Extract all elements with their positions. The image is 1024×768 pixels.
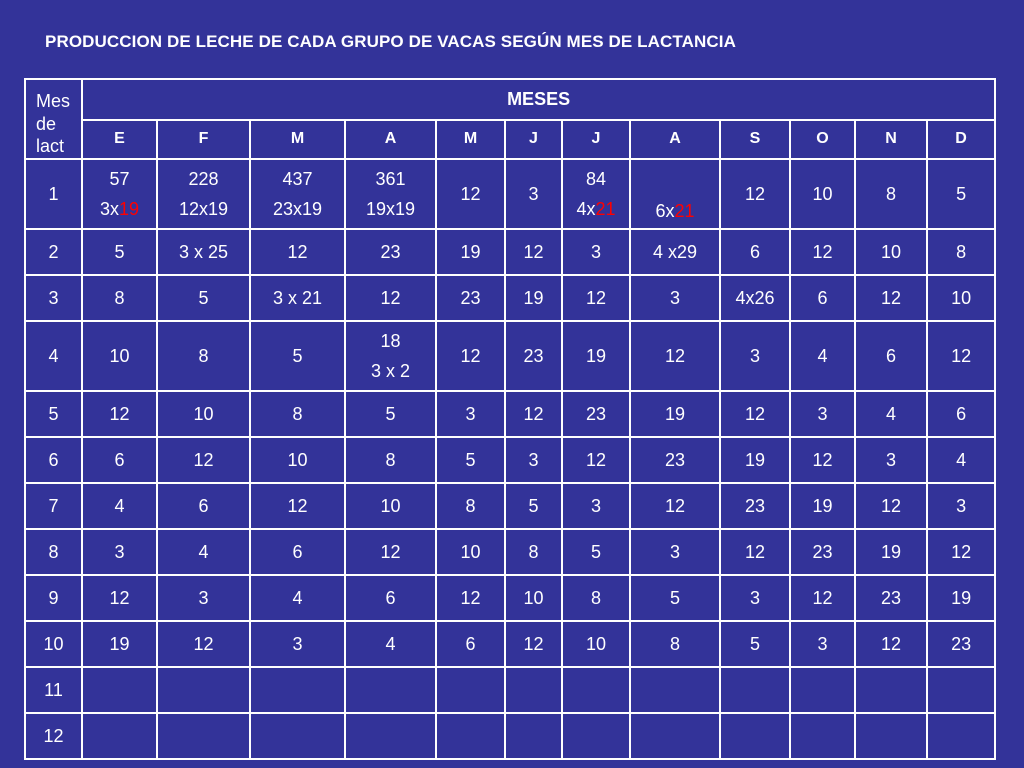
data-cell: [630, 713, 720, 759]
data-cell: 12: [82, 391, 157, 437]
data-cell: 3: [82, 529, 157, 575]
data-cell: 3 x 25: [157, 229, 250, 275]
data-cell: 8: [562, 575, 630, 621]
cell-bottom-value: [83, 200, 156, 218]
data-cell: 4: [927, 437, 995, 483]
data-cell: [82, 667, 157, 713]
table-row-12: [25, 713, 995, 759]
data-cell: 12: [345, 529, 436, 575]
month-header: E: [82, 120, 157, 159]
data-cell: 6: [720, 229, 790, 275]
data-cell: 6: [436, 621, 505, 667]
data-cell: 19: [790, 483, 855, 529]
data-cell: [82, 159, 157, 229]
data-cell: 12: [505, 229, 562, 275]
data-cell: 3: [790, 391, 855, 437]
month-header: D: [927, 120, 995, 159]
data-cell: 4: [345, 621, 436, 667]
data-cell: 3: [790, 621, 855, 667]
cell-bottom-value: 12x19: [178, 198, 229, 219]
data-cell: 10: [505, 575, 562, 621]
cell-top-value: 18: [380, 330, 401, 351]
data-cell: [562, 159, 630, 229]
data-cell: [790, 667, 855, 713]
page-title: PRODUCCION DE LECHE DE CADA GRUPO DE VACAS SEGÚN MES DE LACTANCIA: [45, 32, 736, 51]
data-cell: 6: [157, 483, 250, 529]
data-cell: [345, 667, 436, 713]
data-cell: 23: [855, 575, 927, 621]
data-cell: 12: [436, 575, 505, 621]
month-header: F: [157, 120, 250, 159]
data-cell: [927, 667, 995, 713]
row-label: 3: [25, 275, 82, 321]
data-cell: [345, 321, 436, 391]
data-cell: 12: [720, 529, 790, 575]
data-cell: 12: [562, 275, 630, 321]
data-cell: [345, 713, 436, 759]
data-cell: [250, 667, 345, 713]
data-cell: [790, 713, 855, 759]
data-cell: 6: [250, 529, 345, 575]
row-label: 11: [25, 667, 82, 713]
row-label: 1: [25, 159, 82, 229]
data-cell: 12: [927, 529, 995, 575]
data-cell: [250, 713, 345, 759]
data-cell: 3: [250, 621, 345, 667]
data-cell: 5: [250, 321, 345, 391]
month-header: M: [436, 120, 505, 159]
data-cell: 19: [927, 575, 995, 621]
data-cell: 3: [505, 437, 562, 483]
table-row-4: [25, 321, 995, 391]
row-label: 2: [25, 229, 82, 275]
data-cell: 23: [720, 483, 790, 529]
data-cell: [157, 159, 250, 229]
cell-bottom-value: [563, 200, 629, 218]
data-cell: 3: [562, 229, 630, 275]
data-cell: [250, 159, 345, 229]
data-cell: [630, 667, 720, 713]
cell-top-value: 84: [585, 168, 607, 189]
data-cell: 4 x29: [630, 229, 720, 275]
header-row-1: [25, 79, 995, 120]
data-cell: 12: [345, 275, 436, 321]
row-label: 4: [25, 321, 82, 391]
data-cell: [630, 159, 720, 229]
row-label: 7: [25, 483, 82, 529]
data-cell: 12: [855, 621, 927, 667]
data-cell: 3: [855, 437, 927, 483]
data-cell: 8: [855, 159, 927, 229]
data-cell: [505, 667, 562, 713]
data-cell: 5: [720, 621, 790, 667]
data-cell: [505, 713, 562, 759]
month-header: A: [345, 120, 436, 159]
table-row-10: [25, 621, 995, 667]
row-label: 9: [25, 575, 82, 621]
month-header: M: [250, 120, 345, 159]
cell-bottom-value: 23x19: [272, 198, 323, 219]
data-cell: 10: [82, 321, 157, 391]
data-cell: 3: [505, 159, 562, 229]
data-cell: [562, 667, 630, 713]
data-cell: [562, 713, 630, 759]
data-cell: 5: [436, 437, 505, 483]
data-cell: 6: [345, 575, 436, 621]
data-cell: 3: [436, 391, 505, 437]
corner-line-1: Mes: [36, 91, 71, 111]
data-cell: 3: [630, 275, 720, 321]
data-cell: 5: [927, 159, 995, 229]
data-cell: 8: [82, 275, 157, 321]
data-cell: 19: [505, 275, 562, 321]
data-cell: [157, 713, 250, 759]
data-cell: 23: [436, 275, 505, 321]
cell-top-value: 437: [282, 168, 313, 189]
data-cell: 12: [505, 391, 562, 437]
data-cell: 12: [630, 483, 720, 529]
data-cell: [855, 713, 927, 759]
data-cell: 8: [157, 321, 250, 391]
data-cell: 6: [927, 391, 995, 437]
data-cell: 12: [720, 391, 790, 437]
data-cell: 3: [630, 529, 720, 575]
row-label: 6: [25, 437, 82, 483]
table-body: [25, 229, 995, 759]
meses-header: MESES: [82, 79, 995, 120]
data-cell: 4: [157, 529, 250, 575]
data-cell: 23: [505, 321, 562, 391]
row-label: 12: [25, 713, 82, 759]
data-cell: [436, 713, 505, 759]
data-cell: 12: [927, 321, 995, 391]
month-header: J: [505, 120, 562, 159]
table-row-7: [25, 483, 995, 529]
data-cell: 6: [82, 437, 157, 483]
data-cell: 3: [562, 483, 630, 529]
data-cell: 3: [720, 321, 790, 391]
data-cell: 3 x 21: [250, 275, 345, 321]
data-cell: 12: [790, 575, 855, 621]
data-cell: 12: [562, 437, 630, 483]
data-cell: 5: [82, 229, 157, 275]
data-cell: 12: [630, 321, 720, 391]
corner-line-2: de: [36, 113, 57, 134]
data-cell: 6: [855, 321, 927, 391]
cell-bottom-value: 3 x 2: [370, 360, 411, 381]
data-cell: 23: [790, 529, 855, 575]
data-cell: 12: [790, 437, 855, 483]
table-row-3: [25, 275, 995, 321]
data-cell: 4: [855, 391, 927, 437]
month-header: S: [720, 120, 790, 159]
data-cell: 8: [436, 483, 505, 529]
data-cell: 12: [855, 275, 927, 321]
data-cell: 8: [345, 437, 436, 483]
month-header: J: [562, 120, 630, 159]
data-cell: 3: [927, 483, 995, 529]
cell-prefix: 4x: [576, 198, 596, 219]
data-cell: 12: [250, 229, 345, 275]
data-cell: [855, 667, 927, 713]
table-row-9: [25, 575, 995, 621]
data-cell: 19: [855, 529, 927, 575]
data-cell: 19: [82, 621, 157, 667]
data-cell: 12: [436, 321, 505, 391]
production-table: [24, 78, 996, 760]
data-cell: 10: [345, 483, 436, 529]
data-cell: 23: [562, 391, 630, 437]
data-cell: 12: [855, 483, 927, 529]
data-cell: 12: [436, 159, 505, 229]
data-cell: [720, 713, 790, 759]
data-cell: 8: [505, 529, 562, 575]
cell-red-value: 21: [674, 200, 695, 221]
data-cell: 5: [345, 391, 436, 437]
row-label: 5: [25, 391, 82, 437]
data-cell: 6: [790, 275, 855, 321]
data-cell: 12: [157, 437, 250, 483]
data-cell: 10: [855, 229, 927, 275]
data-cell: 4: [790, 321, 855, 391]
data-cell: 19: [720, 437, 790, 483]
data-cell: [720, 667, 790, 713]
data-cell: 10: [436, 529, 505, 575]
cell-red-value: 21: [595, 198, 616, 219]
data-cell: 4: [82, 483, 157, 529]
month-header: A: [630, 120, 720, 159]
table-row-1: [25, 159, 995, 229]
data-cell: 5: [157, 275, 250, 321]
data-cell: 19: [562, 321, 630, 391]
data-cell: 19: [436, 229, 505, 275]
data-cell: 5: [630, 575, 720, 621]
data-cell: 23: [927, 621, 995, 667]
data-cell: [345, 159, 436, 229]
cell-red-value: 19: [118, 198, 140, 219]
cell-top-value: 228: [188, 168, 219, 189]
data-cell: 10: [250, 437, 345, 483]
corner-label: [25, 79, 82, 159]
data-cell: 8: [927, 229, 995, 275]
data-cell: 5: [505, 483, 562, 529]
data-cell: [927, 713, 995, 759]
data-cell: 4x26: [720, 275, 790, 321]
data-cell: 8: [250, 391, 345, 437]
data-cell: 5: [562, 529, 630, 575]
data-cell: 12: [790, 229, 855, 275]
cell-top-value: 361: [375, 168, 406, 189]
month-header: N: [855, 120, 927, 159]
data-cell: [82, 713, 157, 759]
data-cell: 3: [157, 575, 250, 621]
table-row-5: [25, 391, 995, 437]
cell-prefix: 6x: [655, 200, 675, 221]
table-row-6: [25, 437, 995, 483]
data-cell: 10: [562, 621, 630, 667]
table-row-2: [25, 229, 995, 275]
data-cell: 19: [630, 391, 720, 437]
table-row-8: [25, 529, 995, 575]
cell-bottom-value: 19x19: [365, 198, 416, 219]
data-cell: 4: [250, 575, 345, 621]
data-cell: 3: [720, 575, 790, 621]
data-cell: 8: [630, 621, 720, 667]
data-cell: [157, 667, 250, 713]
month-header: O: [790, 120, 855, 159]
data-cell: 23: [630, 437, 720, 483]
table-row-11: [25, 667, 995, 713]
data-cell: 12: [82, 575, 157, 621]
corner-line-3: lact: [36, 136, 65, 156]
cell-prefix: 3x: [99, 198, 119, 219]
row-label: 10: [25, 621, 82, 667]
data-cell: 10: [790, 159, 855, 229]
data-cell: 12: [505, 621, 562, 667]
data-cell: 12: [720, 159, 790, 229]
data-cell: 23: [345, 229, 436, 275]
months-row: [25, 120, 995, 159]
data-cell: [436, 667, 505, 713]
data-cell: 10: [157, 391, 250, 437]
row-label: 8: [25, 529, 82, 575]
data-cell: 12: [250, 483, 345, 529]
cell-top-value: 57: [109, 168, 130, 189]
data-cell: 12: [157, 621, 250, 667]
data-cell: 10: [927, 275, 995, 321]
